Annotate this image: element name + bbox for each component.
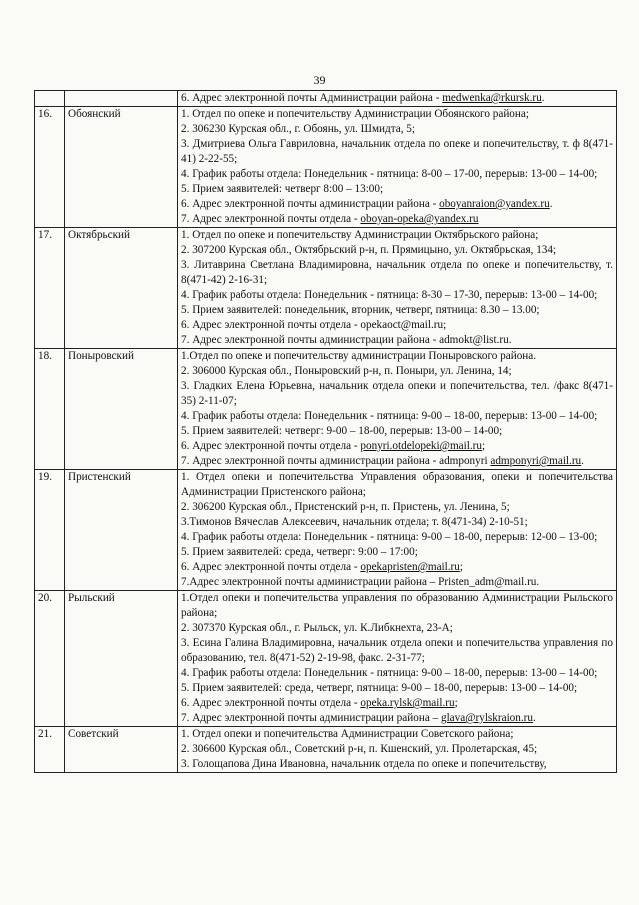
row-number-cell: 17.	[35, 228, 65, 349]
contact-line-suffix: .	[581, 455, 584, 467]
registry-body	[35, 91, 617, 773]
contact-info-cell	[178, 349, 617, 470]
contact-line	[181, 711, 613, 726]
row-number-cell: 18.	[35, 349, 65, 470]
contact-line	[181, 575, 613, 590]
contact-line-text: 2. 307200 Курская обл., Октябрьский р-н, п. Прямицыно, ул. Октябрьская, 134;	[181, 244, 557, 256]
contact-line	[181, 91, 613, 106]
contact-line-text: 5. Прием заявителей: четверг: 9-00 – 18-00, перерыв: 13-00 – 14-00;	[181, 425, 503, 437]
contact-line-suffix: .	[532, 712, 536, 724]
contact-line-suffix: ;	[481, 440, 486, 452]
contact-info-cell	[178, 591, 617, 727]
contact-line-text: 6. Адрес электронной почты отдела -	[181, 440, 361, 452]
contact-line-suffix: .	[541, 92, 545, 104]
contact-line	[181, 621, 613, 636]
contact-line	[181, 288, 613, 303]
email-link[interactable]: glava@rylskraion.ru	[440, 712, 533, 724]
contact-line-text: 6. Адрес электронной почты администрации района -	[181, 198, 440, 210]
contact-line	[181, 666, 613, 681]
email-link[interactable]: admponyri@mail.ru	[490, 455, 582, 467]
contact-info-cell	[178, 107, 617, 228]
contact-line-text: 5. Прием заявителей: среда, четверг: 9:00 – 17:00;	[181, 546, 418, 558]
contact-line	[181, 530, 613, 545]
contact-line	[181, 137, 613, 167]
district-registry-table	[34, 90, 617, 773]
district-name-cell: Пристенский	[65, 470, 178, 591]
contact-line	[181, 212, 613, 227]
contact-line-text: 3.Тимонов Вячеслав Алексеевич, начальник отдела; т. 8(471-34) 2-10-51;	[181, 516, 528, 528]
contact-line-text: 7.Адрес электронной почты администрации района – Pristen_adm@mail.ru.	[181, 576, 540, 588]
email-link[interactable]: opekapristen@mail.ru	[360, 561, 460, 573]
contact-line	[181, 439, 613, 454]
contact-line-text: 3. Дмитриева Ольга Гавриловна, начальник отдела по опеке и попечительству, т. ф 8(471-41) 2-22-55;	[181, 138, 613, 165]
contact-line-text: 6. Адрес электронной почты отдела -	[181, 697, 361, 709]
contact-line	[181, 409, 613, 424]
row-number-cell: 19.	[35, 470, 65, 591]
contact-line-text: 6. Адрес электронной почты отдела -	[181, 561, 361, 573]
contact-line-text: 7. Адрес электронной почты администрации района –	[181, 712, 441, 724]
contact-line	[181, 243, 613, 258]
district-name-cell: Октябрьский	[65, 228, 178, 349]
contact-line	[181, 122, 613, 137]
contact-line	[181, 228, 613, 243]
contact-line	[181, 333, 613, 348]
row-number-cell: 20.	[35, 591, 65, 727]
contact-line	[181, 197, 613, 212]
contact-line	[181, 424, 613, 439]
contact-line	[181, 636, 613, 666]
contact-line-text: 2. 306230 Курская обл., г. Обоянь, ул. Шмидта, 5;	[181, 123, 415, 135]
continuation-row	[35, 91, 617, 107]
contact-line-text: 7. Адрес электронной почты отдела -	[181, 213, 361, 225]
contact-line	[181, 681, 613, 696]
contact-line	[181, 107, 613, 122]
contact-line-text: 1. Отдел опеки и попечительства Администрации Советского района;	[181, 728, 514, 740]
contact-line-text: 2. 306000 Курская обл., Поныровский р-н, п. Поныри, ул. Ленина, 14;	[181, 365, 512, 377]
district-row	[35, 470, 617, 591]
district-row	[35, 107, 617, 228]
contact-line-text: 6. Адрес электронной почты Администрации района -	[181, 92, 443, 104]
contact-line-text: 3. Гладких Елена Юрьевна, начальник отдела опеки и попечительства, тел. /факс 8(471-35) 2-11-07;	[181, 380, 613, 407]
page-number: 39	[313, 73, 326, 87]
contact-line-suffix: ;	[459, 561, 463, 573]
district-name-cell	[65, 91, 178, 107]
contact-line-text: 4. График работы отдела: Понедельник - пятница: 9-00 – 18-00, перерыв: 13-00 – 14-00;	[181, 667, 598, 679]
district-row	[35, 591, 617, 727]
email-link[interactable]: oboyan-opeka@yandex.ru	[360, 213, 479, 225]
contact-line-text: 4. График работы отдела: Понедельник - пятница: 9-00 – 18-00, перерыв: 12-00 – 13-00;	[181, 531, 598, 543]
contact-line	[181, 379, 613, 409]
contact-line-text: 4. График работы отдела: Понедельник - пятница: 8-30 – 17-30, перерыв: 13-00 – 14-00;	[181, 289, 598, 301]
contact-line	[181, 318, 613, 333]
contact-info-cell	[178, 91, 617, 107]
contact-line-text: 1.Отдел опеки и попечительства управления по образованию Администрации Рыльского района;	[181, 592, 613, 619]
contact-line-text: 5. Прием заявителей: среда, четверг, пятница: 9-00 – 18-00, перерыв: 13-00 – 14-00;	[181, 682, 578, 694]
contact-line	[181, 470, 613, 500]
contact-info-cell	[178, 727, 617, 773]
contact-line-text: 4. График работы отдела: Понедельник - пятница: 9-00 – 18-00, перерыв: 13-00 – 14-00;	[181, 410, 598, 422]
contact-line-text: 5. Прием заявителей: четверг 8:00 – 13:00;	[181, 183, 384, 195]
district-name-cell: Советский	[65, 727, 178, 773]
contact-line-text: 5. Прием заявителей: понедельник, вторник, четверг, пятница: 8.30 – 13.00;	[181, 304, 540, 316]
district-name-cell: Рыльский	[65, 591, 178, 727]
email-link[interactable]: oboyanraion@yandex.ru	[439, 198, 550, 210]
contact-line	[181, 727, 613, 742]
district-row	[35, 228, 617, 349]
contact-line	[181, 303, 613, 318]
contact-line	[181, 500, 613, 515]
district-row	[35, 349, 617, 470]
contact-line-text: 2. 306200 Курская обл., Пристенский р-н, п. Пристень, ул. Ленина, 5;	[181, 501, 510, 513]
contact-line-text: 4. График работы отдела: Понедельник - пятница: 8-00 – 17-00, перерыв: 13-00 – 14-00;	[181, 168, 598, 180]
contact-line	[181, 182, 613, 197]
contact-line	[181, 591, 613, 621]
contact-line	[181, 742, 613, 757]
contact-line-suffix: ;	[454, 697, 458, 709]
contact-line-text: 1. Отдел по опеке и попечительству Администрации Обоянского района;	[181, 108, 529, 120]
contact-info-cell	[178, 228, 617, 349]
contact-line	[181, 349, 613, 364]
contact-line-text: 7. Адрес электронной почты администрации района - admponyri	[181, 455, 491, 467]
email-link[interactable]: ponyri.otdelopeki@mail.ru	[360, 440, 482, 452]
contact-line	[181, 364, 613, 379]
contact-line-text: 6. Адрес электронной почты отдела - opekaoct@mail.ru;	[181, 319, 447, 331]
contact-info-cell	[178, 470, 617, 591]
district-name-cell: Поныровский	[65, 349, 178, 470]
contact-line-text: 1. Отдел опеки и попечительства Управления образования, опеки и попечительства Администрации Пристенского района;	[181, 471, 613, 498]
contact-line	[181, 560, 613, 575]
contact-line	[181, 454, 613, 469]
email-link[interactable]: medwenka@rkursk.ru	[442, 92, 542, 104]
row-number-cell	[35, 91, 65, 107]
email-link[interactable]: opeka.rylsk@mail.ru	[360, 697, 455, 709]
contact-line	[181, 545, 613, 560]
contact-line	[181, 167, 613, 182]
contact-line-text: 3. Литаврина Светлана Владимировна, начальник отдела по опеке и попечительству, т. 8(471-42) 2-16-31;	[181, 259, 613, 286]
contact-line	[181, 757, 613, 772]
contact-line-suffix: .	[549, 198, 553, 210]
contact-line-text: 3. Голощапова Дина Ивановна, начальник отдела по опеке и попечительству,	[181, 758, 547, 770]
contact-line-text: 2. 306600 Курская обл., Советский р-н, п. Кшенский, ул. Пролетарская, 45;	[181, 743, 538, 755]
contact-line-text: 1. Отдел по опеке и попечительству Администрации Октябрьского района;	[181, 229, 539, 241]
row-number-cell: 21.	[35, 727, 65, 773]
contact-line-text: 1.Отдел по опеке и попечительству администрации Поныровского района.	[181, 350, 537, 362]
contact-line	[181, 515, 613, 530]
contact-line	[181, 696, 613, 711]
district-name-cell: Обоянский	[65, 107, 178, 228]
contact-line-text: 7. Адрес электронной почты администрации района - admokt@list.ru.	[181, 334, 512, 346]
district-row	[35, 727, 617, 773]
contact-line-text: 3. Есина Галина Владимировна, начальник отдела опеки и попечительства управления по образованию, тел. 8(471-52) 2-19-98, факс. 2-31-77;	[181, 637, 613, 664]
contact-line-text: 2. 307370 Курская обл., г. Рыльск, ул. К.Либкнехта, 23-А;	[181, 622, 453, 634]
row-number-cell: 16.	[35, 107, 65, 228]
contact-line	[181, 258, 613, 288]
